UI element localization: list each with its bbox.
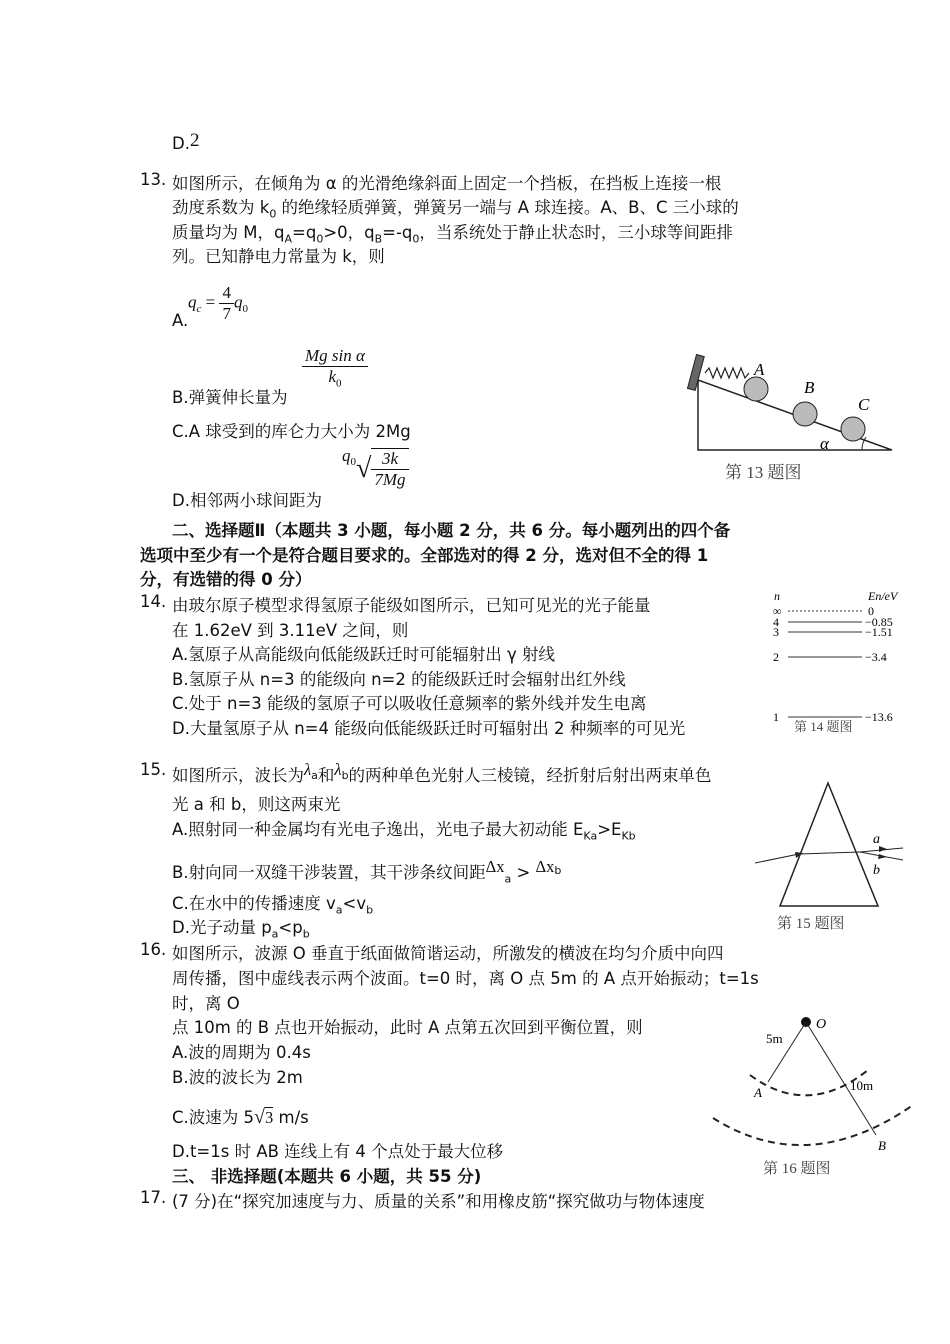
- level-1-e: −13.6: [865, 710, 893, 724]
- q13-option-d-text: D.相邻两小球间距为: [172, 491, 322, 510]
- level-2-e: −3.4: [865, 650, 887, 664]
- level-4-e: −0.85: [865, 615, 893, 629]
- incident-ray: [755, 854, 799, 863]
- q13-figure: [670, 345, 910, 490]
- baffle: [687, 355, 704, 391]
- q15-option-d: D.光子动量 $p_a<p_b$: [172, 918, 310, 941]
- level-1-n: 1: [773, 710, 779, 724]
- section2-line1: 二、选择题Ⅱ（本题共 3 小题，每小题 2 分，共 6 分。每小题列出的四个备: [172, 521, 731, 540]
- q16-stem-line3: 时，离 O: [172, 994, 240, 1013]
- q14-option-c: C.处于 n=3 能级的氢原子可以吸收任意频率的紫外线并发生电离: [172, 694, 647, 713]
- q14-caption: 第 14 题图: [794, 719, 853, 734]
- q16-option-d: D.t=1s 时 AB 连线上有 4 个点处于最大位移: [172, 1142, 504, 1161]
- q14-stem-line1: 由玻尔原子模型求得氢原子能级如图所示，已知可见光的光子能量: [172, 596, 651, 615]
- q16-stem-line2: 周传播，图中虚线表示两个波面。t=0 时，离 O 点 5m 的 A 点开始振动；t=1s: [172, 969, 759, 988]
- q13-stem-line4: 列。已知静电力常量为 k，则: [172, 247, 385, 266]
- q17-number: 17.: [140, 1188, 167, 1207]
- label-5m: 5m: [766, 1031, 783, 1046]
- q13-option-a-formula: $q_c$ = $\frac{4}{7}$ $q_0$: [188, 283, 248, 323]
- n-header: n: [774, 589, 780, 603]
- q15-figure: [755, 778, 905, 936]
- ball-a: [744, 377, 768, 401]
- q13-option-b-text: B.弹簧伸长量为: [172, 388, 288, 407]
- internal-ray: [799, 852, 860, 854]
- q13-option-c: C.A 球受到的库仑力大小为 2Mg: [172, 422, 411, 441]
- label-a: A: [754, 1085, 762, 1100]
- q16-option-a: A.波的周期为 0.4s: [172, 1043, 311, 1062]
- level-3-e: −1.51: [865, 625, 893, 639]
- spring: [705, 368, 749, 378]
- q13-stem-line2: 劲度系数为 $k_0$ 的绝缘轻质弹簧，弹簧另一端与 A 球连接。A、B、C 三小球的: [172, 198, 739, 221]
- section2-line2: 选项中至少有一个是符合题目要求的。全部选对的得 2 分，选对但不全的得 1: [140, 546, 709, 565]
- level-2-n: 2: [773, 650, 779, 664]
- q15-stem-line1: 如图所示，波长为$\lambda_a$和$\lambda_b$的两种单色光射人三棱镜，经折射后射出两束单色: [172, 760, 712, 785]
- q17-stem: (7 分)在“探究加速度与力、质量的关系”和用橡皮筋“探究做功与物体速度: [172, 1192, 705, 1211]
- label-o: O: [816, 1017, 827, 1032]
- q13-option-a-label: A.: [172, 311, 189, 330]
- q15-option-b: B.射向同一双缝干涉装置，其干涉条纹间距$\Delta x_a > \Delta x_b$: [172, 857, 562, 886]
- q14-number: 14.: [140, 592, 167, 611]
- q14-option-b: B.氢原子从 n=3 的能级向 n=2 的能级跃迁时会辐射出红外线: [172, 670, 626, 689]
- q15-option-a: A.照射同一种金属均有光电子逸出，光电子最大初动能 $E_{Ka}>E_{Kb}$: [172, 820, 636, 843]
- section2-line3: 分，有选错的得 0 分）: [140, 570, 312, 589]
- section3-heading: 三、 非选择题(本题共 6 小题，共 55 分): [172, 1167, 482, 1186]
- q16-option-c: C.波速为 5√3 m/s: [172, 1106, 309, 1128]
- q16-number: 16.: [140, 940, 167, 959]
- q13-option-b-formula: $\frac{\text{Mg sin α}}{k_0}$: [302, 346, 368, 389]
- level-3-n: 3: [773, 625, 779, 639]
- label-a: A: [754, 360, 765, 379]
- label-a: a: [873, 832, 880, 847]
- q15-stem-line2: 光 a 和 b，则这两束光: [172, 795, 341, 814]
- q15-number: 15.: [140, 760, 167, 779]
- ball-c: [841, 417, 865, 441]
- prism: [780, 783, 878, 906]
- q15-caption: 第 15 题图: [777, 916, 845, 932]
- label-b: b: [873, 863, 880, 878]
- q14-stem-line2: 在 1.62eV 到 3.11eV 之间，则: [172, 621, 409, 640]
- q16-stem-line4: 点 10m 的 B 点也开始振动，此时 A 点第五次回到平衡位置，则: [172, 1018, 643, 1037]
- label-10m: 10m: [850, 1078, 874, 1093]
- q16-option-b: B.波的波长为 2m: [172, 1068, 303, 1087]
- q14-option-a: A.氢原子从高能级向低能级跃迁时可能辐射出 γ 射线: [172, 645, 555, 664]
- q16-caption: 第 16 题图: [763, 1161, 831, 1177]
- level-inf-e: 0: [868, 604, 874, 618]
- label-c: C: [858, 395, 870, 414]
- label-b: B: [804, 378, 815, 397]
- q13-number: 13.: [140, 170, 167, 189]
- q13-stem-line1: 如图所示，在倾角为 α 的光滑绝缘斜面上固定一个挡板，在挡板上连接一根: [172, 174, 722, 193]
- q14-figure: [768, 588, 913, 738]
- label-b: B: [878, 1138, 886, 1153]
- q13-option-d-formula: $q_0√$ $\frac{3k}{7Mg}$: [342, 446, 409, 490]
- ball-b: [793, 402, 817, 426]
- label-alpha: α: [820, 434, 829, 453]
- q13-stem-line3: 质量均为 M，$q_A=q_0>0$，$q_B=-q_0$，当系统处于静止状态时，三小球等间距排: [172, 223, 733, 246]
- e-header: En/eV: [868, 589, 898, 603]
- level-4-n: 4: [773, 615, 779, 629]
- q16-stem-line1: 如图所示，波源 O 垂直于纸面做简谐运动，所激发的横波在均匀介质中向四: [172, 944, 724, 963]
- q15-option-c: C.在水中的传播速度 $v_a<v_b$: [172, 894, 374, 917]
- q16-figure: [708, 1010, 918, 1180]
- q13-caption: 第 13 题图: [725, 463, 802, 482]
- q14-option-d: D.大量氢原子从 n=4 能级向低能级跃迁时可辐射出 2 种频率的可见光: [172, 719, 686, 738]
- level-inf-n: ∞: [773, 604, 782, 618]
- q12-option-d: D.2: [172, 130, 200, 153]
